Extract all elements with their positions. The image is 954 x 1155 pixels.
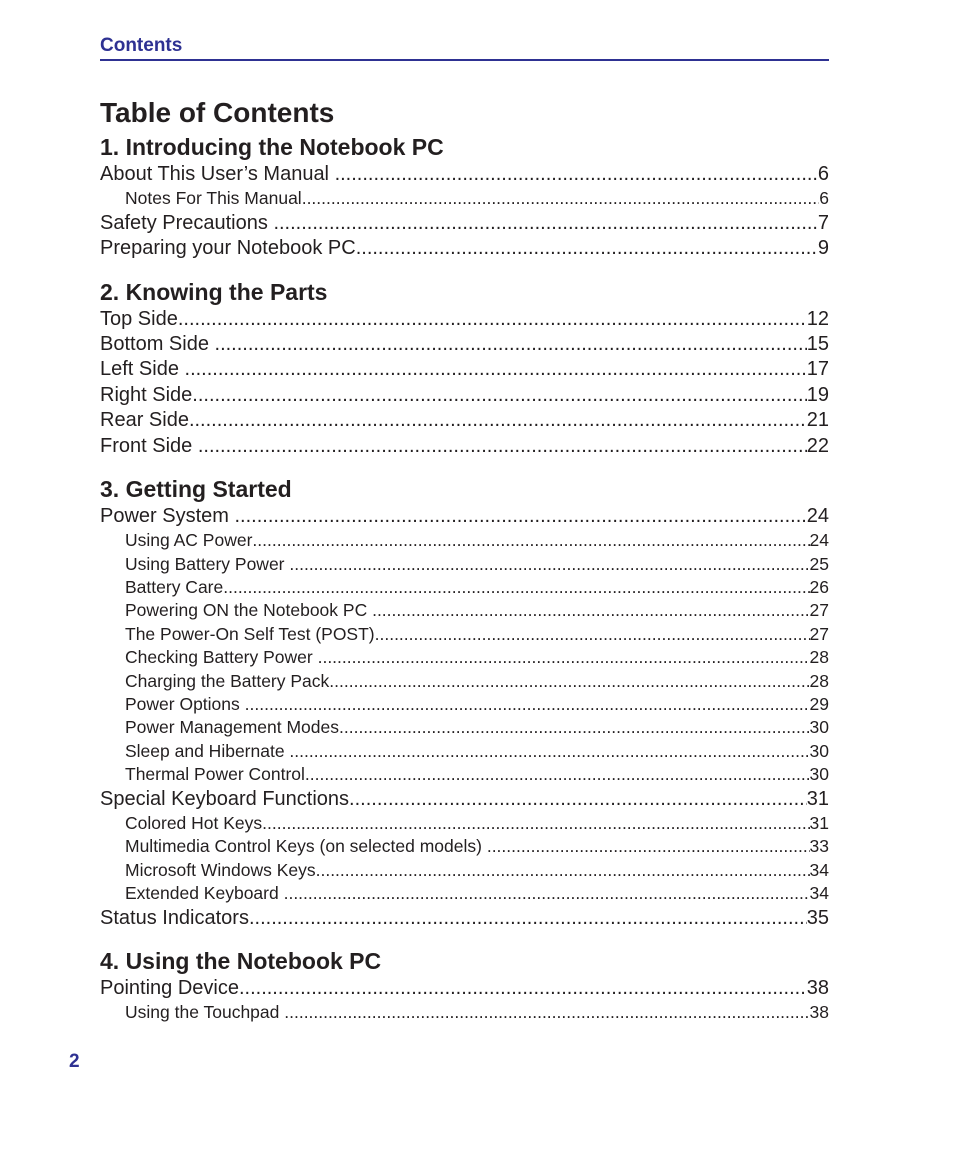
entry-label: Extended Keyboard xyxy=(125,883,284,904)
page-number: 2 xyxy=(69,1051,80,1072)
dot-leader xyxy=(289,553,809,576)
entry-page-number: 28 xyxy=(809,670,829,691)
dot-leader xyxy=(305,763,810,786)
dot-leader xyxy=(284,1001,809,1024)
entry-page-number: 15 xyxy=(806,332,829,355)
dot-leader xyxy=(189,408,807,433)
entry-label: Microsoft Windows Keys xyxy=(125,859,316,880)
entry-page-number: 29 xyxy=(809,694,829,715)
toc-subentry[interactable] xyxy=(100,812,829,835)
dot-leader xyxy=(249,906,807,931)
dot-leader xyxy=(245,693,810,716)
toc-entry[interactable] xyxy=(100,211,829,236)
toc-entry[interactable] xyxy=(100,383,829,408)
dot-leader xyxy=(318,646,810,669)
toc-subentry[interactable] xyxy=(100,882,829,905)
toc-entry[interactable] xyxy=(100,976,829,1001)
toc-subentry[interactable] xyxy=(100,529,829,552)
toc-sections xyxy=(100,132,829,1025)
dot-leader xyxy=(192,383,806,408)
dot-leader xyxy=(223,576,809,599)
toc-subentry[interactable] xyxy=(100,859,829,882)
section-heading: 1. Introducing the Notebook PC xyxy=(100,134,444,160)
section-heading: 3. Getting Started xyxy=(100,475,292,502)
dot-leader xyxy=(252,529,809,552)
entry-label: The Power-On Self Test (POST) xyxy=(125,623,375,644)
entry-page-number: 27 xyxy=(809,623,829,644)
toc-entry[interactable] xyxy=(100,307,829,332)
entry-page-number: 24 xyxy=(806,504,829,527)
entry-page-number: 7 xyxy=(817,211,829,234)
entry-label: Thermal Power Control xyxy=(125,764,305,785)
entry-label: Sleep and Hibernate xyxy=(125,740,290,761)
entry-page-number: 12 xyxy=(806,307,829,330)
dot-leader xyxy=(329,670,809,693)
entry-label: Power System xyxy=(100,504,235,527)
entry-label: Power Options xyxy=(125,694,245,715)
toc-section xyxy=(100,474,829,931)
entry-page-number: 35 xyxy=(806,906,829,929)
toc-entry[interactable] xyxy=(100,236,829,261)
entry-label: Using AC Power xyxy=(125,530,253,551)
entry-label: Front Side xyxy=(100,434,198,457)
entry-page-number: 33 xyxy=(809,836,829,857)
header-label: Contents xyxy=(100,35,183,56)
dot-leader xyxy=(198,434,807,459)
dot-leader xyxy=(262,812,809,835)
entry-page-number: 38 xyxy=(809,1002,829,1023)
toc-entry[interactable] xyxy=(100,787,829,812)
toc-entry[interactable] xyxy=(100,162,829,187)
toc-subentry[interactable] xyxy=(100,740,829,763)
dot-leader xyxy=(349,787,807,812)
entry-page-number: 31 xyxy=(806,787,829,810)
toc-subentry[interactable] xyxy=(100,623,829,646)
entry-label: About This User’s Manual xyxy=(100,163,335,185)
entry-page-number: 30 xyxy=(809,717,829,738)
dot-leader xyxy=(178,307,807,332)
entry-page-number: 26 xyxy=(809,577,829,598)
section-heading: 4. Using the Notebook PC xyxy=(100,947,382,974)
entry-page-number: 28 xyxy=(809,647,829,668)
entry-label: Top Side xyxy=(100,307,178,330)
dot-leader xyxy=(302,187,820,210)
entry-label: Using Battery Power xyxy=(125,553,290,574)
dot-leader xyxy=(289,740,809,763)
dot-leader xyxy=(316,859,810,882)
toc-subentry[interactable] xyxy=(100,553,829,576)
dot-leader xyxy=(487,835,810,858)
toc-section xyxy=(100,277,829,459)
entry-label: Rear Side xyxy=(100,409,189,432)
entry-page-number: 17 xyxy=(806,358,829,381)
dot-leader xyxy=(239,976,807,1001)
toc-subentry[interactable] xyxy=(100,835,829,858)
dot-leader xyxy=(375,623,810,646)
entry-page-number: 30 xyxy=(809,764,829,785)
entry-page-number: 25 xyxy=(809,553,829,574)
entry-label: Notes For This Manual xyxy=(125,188,302,209)
entry-page-number: 6 xyxy=(817,163,829,185)
entry-label: Status Indicators xyxy=(100,906,249,929)
entry-label: Pointing Device xyxy=(100,976,239,999)
toc-subentry[interactable] xyxy=(100,599,829,622)
dot-leader xyxy=(372,599,809,622)
entry-page-number: 34 xyxy=(809,883,829,904)
entry-label: Using the Touchpad xyxy=(125,1002,285,1023)
entry-label: Charging the Battery Pack xyxy=(125,670,330,691)
toc-subentry[interactable] xyxy=(100,187,829,210)
section-heading: 2. Knowing the Parts xyxy=(100,278,328,305)
toc-entry[interactable] xyxy=(100,408,829,433)
page-title: Table of Contents xyxy=(100,97,335,128)
dot-leader xyxy=(284,882,810,905)
toc-entry[interactable] xyxy=(100,357,829,382)
dot-leader xyxy=(335,162,818,187)
toc-entry[interactable] xyxy=(100,332,829,357)
entry-page-number: 30 xyxy=(809,740,829,761)
toc-subentry[interactable] xyxy=(100,576,829,599)
dot-leader xyxy=(273,211,817,236)
table-of-contents xyxy=(100,96,829,1040)
entry-label: Preparing your Notebook PC xyxy=(100,237,356,260)
entry-label: Multimedia Control Keys (on selected models) xyxy=(125,836,487,857)
dot-leader xyxy=(339,716,810,739)
entry-page-number: 27 xyxy=(809,600,829,621)
entry-page-number: 9 xyxy=(817,237,829,260)
toc-section xyxy=(100,946,829,1025)
entry-page-number: 34 xyxy=(809,859,829,880)
entry-label: Special Keyboard Functions xyxy=(100,787,350,810)
entry-label: Powering ON the Notebook PC xyxy=(125,600,373,621)
toc-subentry[interactable] xyxy=(100,716,829,739)
toc-entry[interactable] xyxy=(100,434,829,459)
entry-label: Colored Hot Keys xyxy=(125,812,263,833)
toc-entry[interactable] xyxy=(100,906,829,931)
toc-subentry[interactable] xyxy=(100,1001,829,1024)
entry-label: Battery Care xyxy=(125,577,224,598)
entry-page-number: 31 xyxy=(809,812,829,833)
entry-page-number: 38 xyxy=(806,976,829,999)
toc-subentry[interactable] xyxy=(100,670,829,693)
entry-label: Right Side xyxy=(100,383,193,406)
header-rule xyxy=(100,59,829,61)
dot-leader xyxy=(356,236,818,261)
entry-label: Bottom Side xyxy=(100,332,215,355)
toc-entry[interactable] xyxy=(100,504,829,529)
entry-page-number: 19 xyxy=(806,383,829,406)
toc-subentry[interactable] xyxy=(100,646,829,669)
toc-subentry[interactable] xyxy=(100,763,829,786)
entry-page-number: 22 xyxy=(806,434,829,457)
entry-label: Checking Battery Power xyxy=(125,647,318,668)
dot-leader xyxy=(234,504,806,529)
dot-leader xyxy=(215,332,807,357)
entry-label: Safety Precautions xyxy=(100,211,274,234)
toc-section xyxy=(100,132,829,262)
entry-label: Left Side xyxy=(100,358,185,381)
toc-subentry[interactable] xyxy=(100,693,829,716)
entry-page-number: 24 xyxy=(809,530,829,551)
entry-page-number: 21 xyxy=(806,409,829,432)
dot-leader xyxy=(185,357,807,382)
entry-label: Power Management Modes xyxy=(125,717,339,738)
entry-page-number: 6 xyxy=(819,188,829,209)
